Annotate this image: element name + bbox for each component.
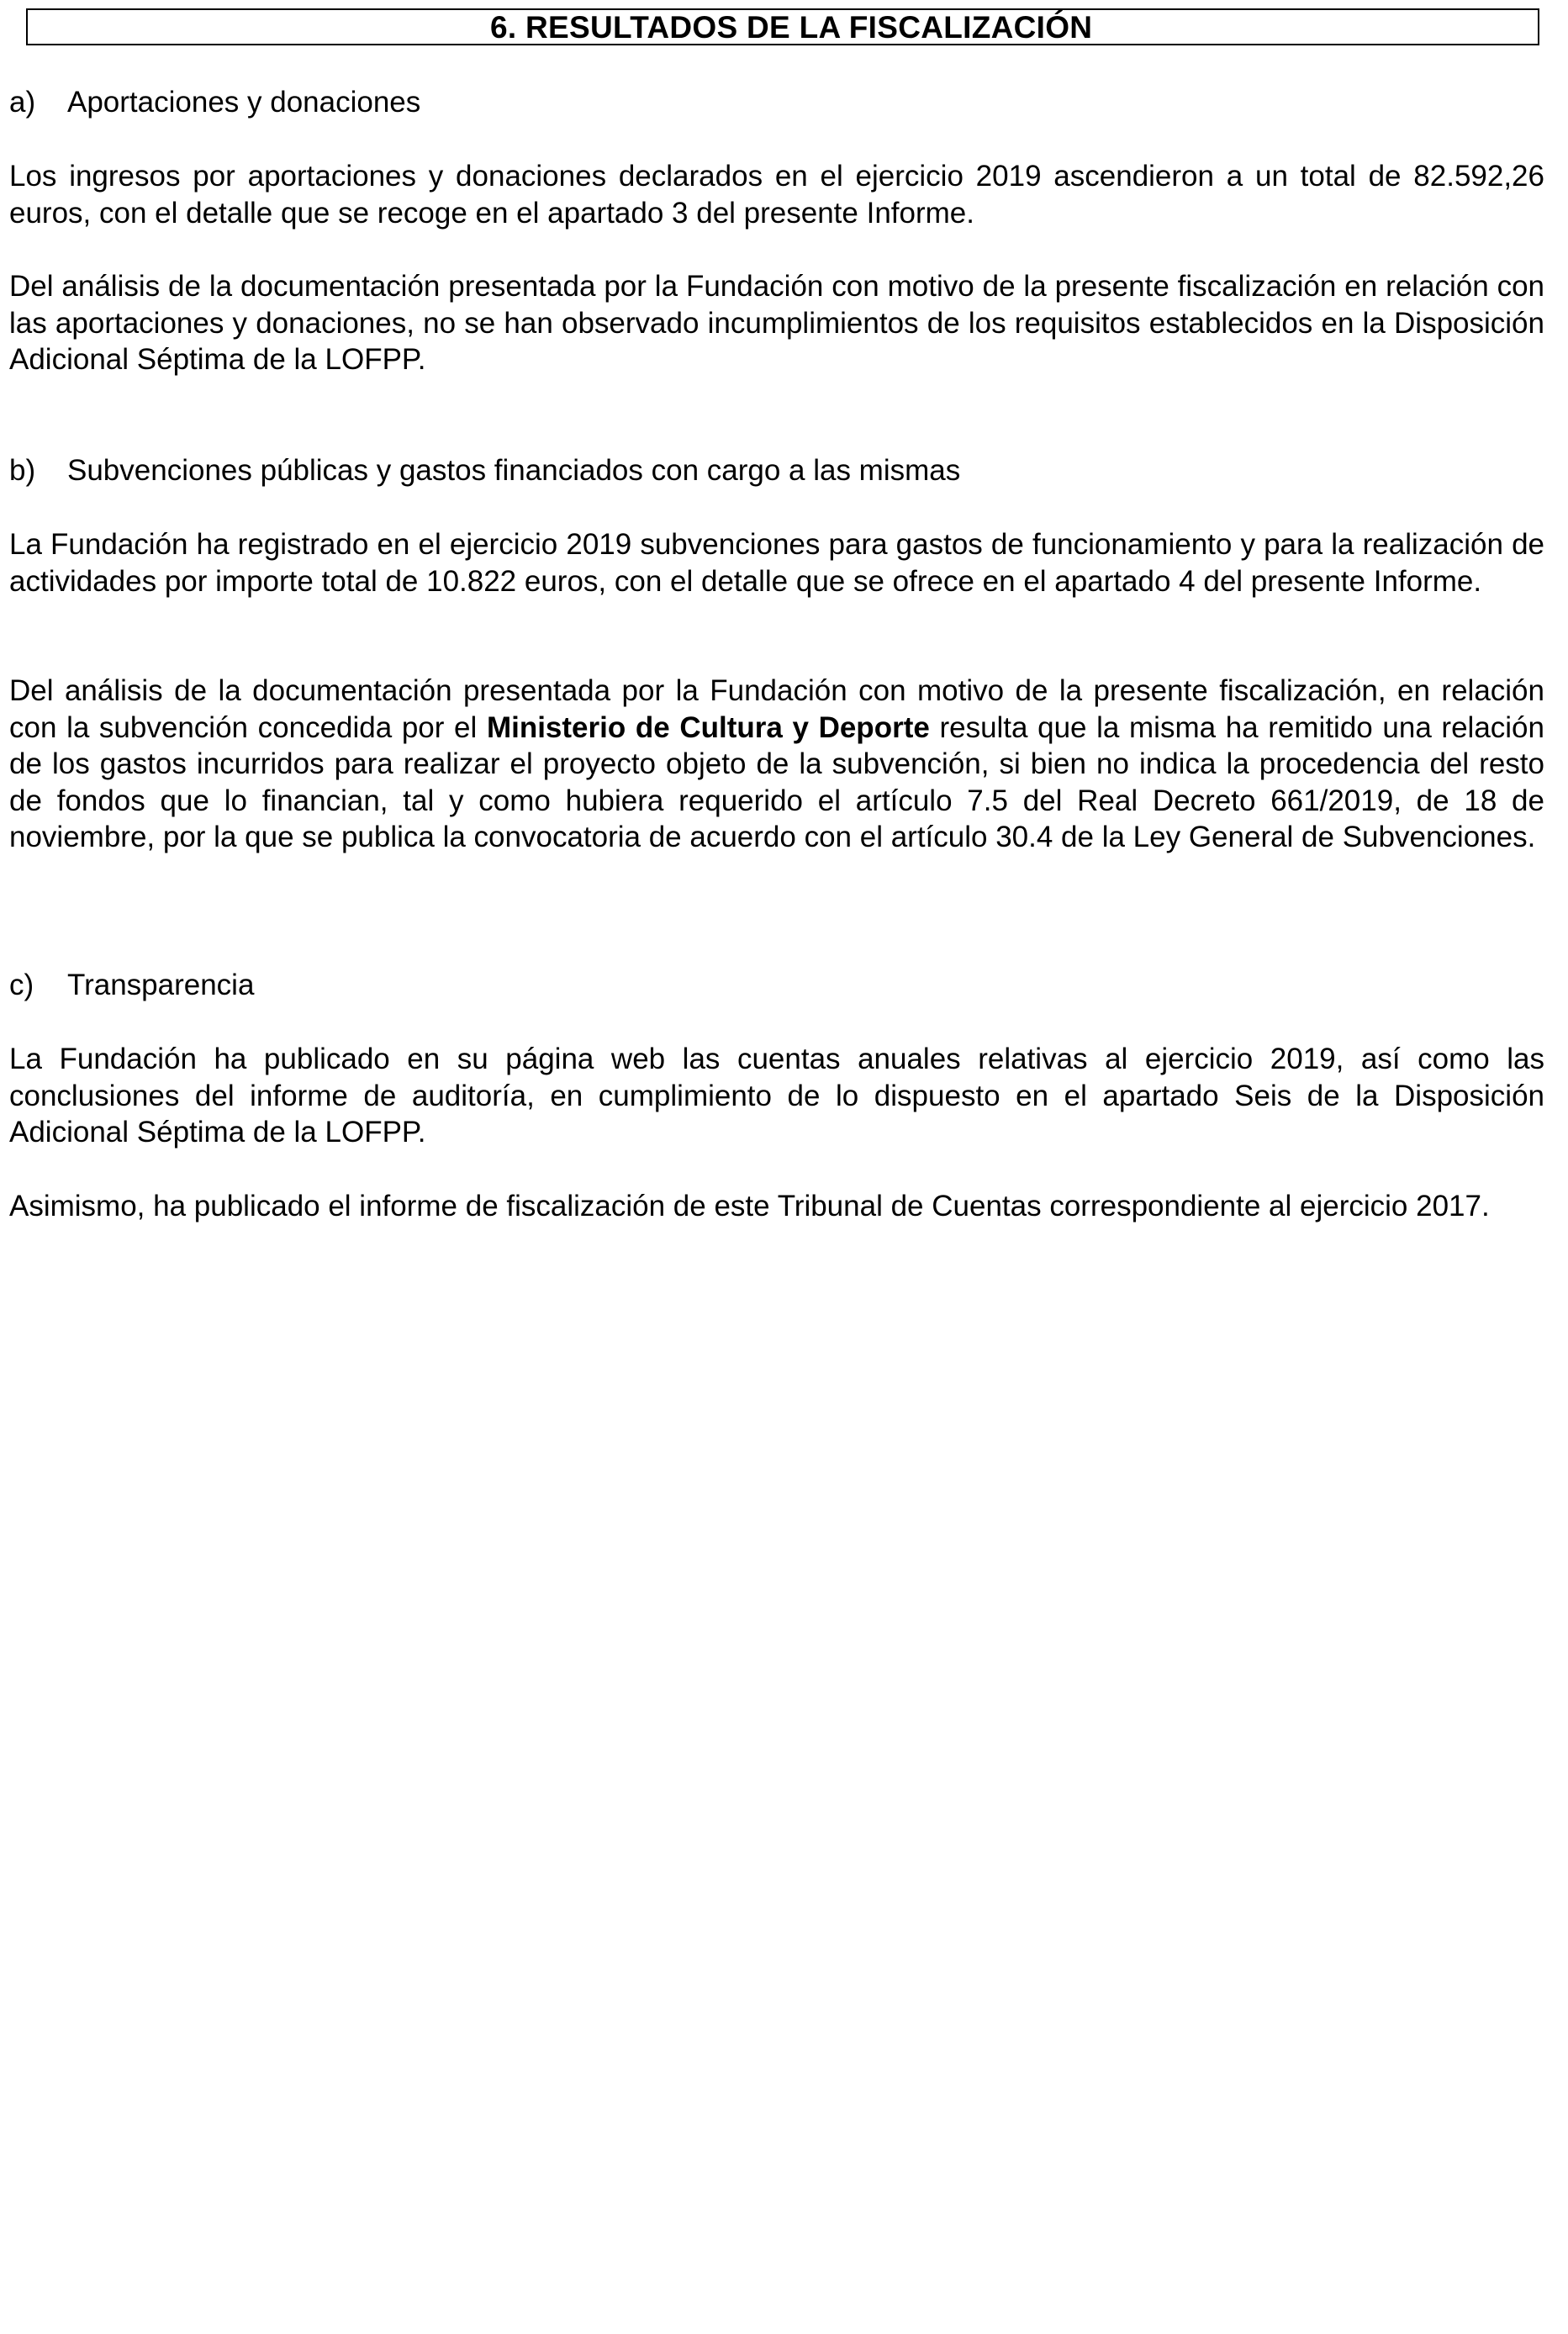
subheading-aportaciones — [9, 86, 420, 119]
paragraph-aportaciones-analisis: Del análisis de la documentación presentada por la Fundación con motivo de la presente fiscalización en relación con las aportaciones y donaciones, no se han observado incumplimientos de los requisitos establecidos en la Disposición Adicional Séptima de la LOFPP. — [9, 270, 1544, 376]
section-header-box — [26, 8, 1539, 45]
paragraph-text-after: resulta que la misma ha remitido una relación de los gastos incurridos para realizar el proyecto objeto de la subvención, si bien no indica la procedencia del resto de fondos que lo financian, tal y como hubiera requerido el artículo 7.5 del Real Decreto 661/2019, de 18 de noviembre, por la que se publica la convocatoria de acuerdo con el artículo 30.4 de la Ley General de Subvenciones. — [9, 710, 1544, 853]
subheading-text: Subvenciones públicas y gastos financiados con cargo a las mismas — [67, 454, 961, 487]
subheading-text: Aportaciones y donaciones — [67, 86, 421, 119]
paragraph-transparencia-informe: Asimismo, ha publicado el informe de fiscalización de este Tribunal de Cuentas correspondiente al ejercicio 2017. — [9, 1190, 1490, 1222]
subheading-letter: a) — [9, 86, 36, 119]
subheading-letter: b) — [9, 454, 36, 487]
paragraph-text-before: Del análisis de la documentación presentada por la Fundación con motivo de la presente fiscalización, en relación con la subvención concedida por el — [9, 674, 1544, 744]
ministry-name: Ministerio de Cultura y Deporte — [486, 710, 930, 744]
paragraph-aportaciones-ingresos: Los ingresos por aportaciones y donaciones declarados en el ejercicio 2019 ascendieron a un total de 82.592,26 euros, con el detalle que se recoge en el apartado 3 del presente Informe. — [9, 160, 1544, 230]
paragraph-subvenciones-registro: La Fundación ha registrado en el ejercicio 2019 subvenciones para gastos de funcionamiento y para la realización de actividades por importe total de 10.822 euros, con el detalle que se ofrece en el apartado 4 del presente Informe. — [9, 528, 1544, 598]
paragraph-subvenciones-analisis — [9, 673, 1544, 856]
subheading-text: Transparencia — [67, 969, 255, 1001]
section-title: 6. RESULTADOS DE LA FISCALIZACIÓN — [490, 10, 1093, 45]
subheading-subvenciones — [9, 454, 960, 488]
paragraph-transparencia-publicacion: La Fundación ha publicado en su página web las cuentas anuales relativas al ejercicio 2019, así como las conclusiones del informe de auditoría, en cumplimiento de lo dispuesto en el apartado Seis de la Disposición Adicional Séptima de la LOFPP. — [9, 1043, 1544, 1149]
subheading-letter: c) — [9, 969, 34, 1001]
subheading-transparencia — [9, 969, 254, 1002]
